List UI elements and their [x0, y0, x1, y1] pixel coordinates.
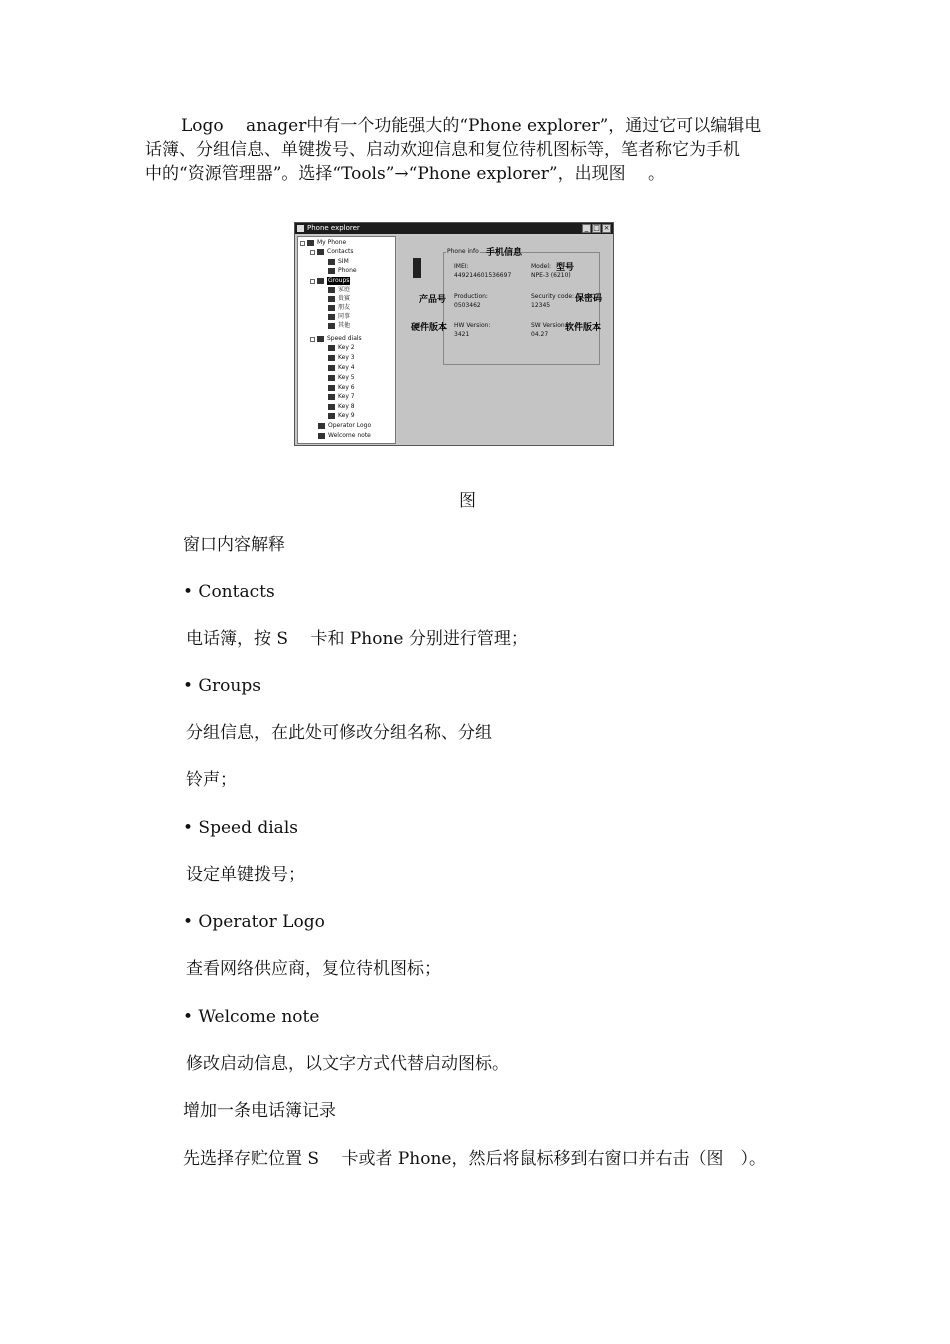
security-label: Security code: [531, 293, 575, 300]
groups-description: 分组信息，在此处可修改分组名称、分组 [186, 723, 492, 743]
key-icon [328, 355, 335, 361]
bullet-welcome-note: • Welcome note [183, 1007, 320, 1027]
contacts-icon [317, 249, 324, 255]
tree-item-key[interactable]: Key 7 [328, 393, 355, 401]
sw-label: SW Version: [531, 322, 567, 329]
collapse-icon[interactable] [310, 250, 315, 255]
operator-logo-description: 查看网络供应商，复位待机图标； [186, 959, 441, 979]
tree-item-key[interactable]: Key 6 [328, 384, 355, 392]
group-icon [328, 323, 335, 329]
intro-line-1: Logo anager中有一个功能强大的“Phone explorer”，通过它可以编辑电 [181, 116, 762, 136]
welcome-note-icon [318, 433, 325, 439]
security-value: 12345 [531, 302, 551, 309]
group-icon [328, 296, 335, 302]
tree-view[interactable] [297, 236, 396, 444]
key-icon [328, 413, 335, 419]
add-record-heading: 增加一条电话簿记录 [183, 1101, 336, 1121]
intro-line-2: 话簿、分组信息、单键拨号、启动欢迎信息和复位待机图标等，笔者称它为手机 [145, 140, 740, 160]
maximize-button[interactable]: □ [593, 224, 600, 232]
hw-label-cn: 硬件版本 [411, 323, 448, 333]
contacts-description: 电话簿，按 S 卡和 Phone 分别进行管理； [186, 629, 528, 649]
production-label: Production: [454, 293, 488, 300]
model-value: NPE-3 (6210) [531, 272, 571, 279]
intro-line-3: 中的“资源管理器”。选择“Tools”→“Phone explorer”，出现图 。 [145, 164, 665, 184]
tree-item-operator-logo[interactable]: Operator Logo [318, 422, 371, 430]
add-record-instruction: 先选择存贮位置 S 卡或者 Phone，然后将鼠标移到右窗口并右击（图 ）。 [183, 1149, 766, 1169]
model-label-cn: 型号 [556, 263, 575, 273]
tree-item-phone[interactable]: Phone [328, 267, 357, 275]
tree-item-speed-dials[interactable]: Speed dials [310, 335, 362, 343]
close-button[interactable]: × [603, 224, 610, 232]
tree-item-groups[interactable]: Groups [310, 277, 350, 285]
welcome-note-description: 修改启动信息，以文字方式代替启动图标。 [186, 1054, 509, 1074]
tree-item-key[interactable]: Key 5 [328, 374, 355, 382]
key-icon [328, 375, 335, 381]
group-icon [328, 305, 335, 311]
tree-item-group[interactable]: 贵賓 [328, 295, 350, 303]
sim-icon [328, 259, 335, 265]
phonebook-icon [328, 268, 335, 274]
model-label: Model: [531, 263, 552, 270]
group-icon [328, 287, 335, 293]
intro-paragraph [145, 114, 815, 186]
tree-item-key[interactable]: Key 9 [328, 412, 355, 420]
tree-item-key[interactable]: Key 3 [328, 354, 355, 362]
tree-item-key[interactable]: Key 4 [328, 364, 355, 372]
phone-icon [413, 258, 421, 278]
tree-item-contacts[interactable]: Contacts [310, 248, 353, 256]
collapse-icon[interactable] [300, 241, 305, 246]
imei-value: 449214601536697 [454, 272, 512, 279]
security-label-cn: 保密码 [575, 294, 603, 304]
bullet-contacts: • Contacts [183, 582, 275, 602]
bullet-groups: • Groups [183, 676, 261, 696]
speed-dial-icon [317, 336, 324, 342]
sw-value: 04.27 [531, 331, 549, 338]
tree-item-my-phone[interactable]: My Phone [300, 239, 346, 247]
group-label-cn: 手机信息 [486, 248, 523, 258]
groups-icon [317, 278, 324, 284]
tree-item-group[interactable]: 朋友 [328, 304, 350, 312]
tree-item-group[interactable]: 家庭 [328, 286, 350, 294]
key-icon [328, 345, 335, 351]
bullet-operator-logo: • Operator Logo [183, 912, 325, 932]
info-pane [398, 236, 610, 444]
hw-label: HW Version: [454, 322, 491, 329]
collapse-icon[interactable] [310, 337, 315, 342]
sw-label-cn: 软件版本 [565, 323, 602, 333]
window-titlebar [295, 223, 613, 234]
tree-item-key[interactable]: Key 2 [328, 344, 355, 352]
operator-logo-icon [318, 423, 325, 429]
tree-item-key[interactable]: Key 8 [328, 403, 355, 411]
key-icon [328, 385, 335, 391]
phone-icon [307, 240, 314, 246]
groups-description-cont: 铃声； [186, 770, 237, 790]
window-title: Phone explorer [307, 224, 360, 232]
production-label-cn: 产品号 [419, 295, 447, 305]
minimize-button[interactable]: _ [582, 224, 591, 233]
tree-item-group[interactable]: 同事 [328, 313, 350, 321]
tree-item-group[interactable]: 其他 [328, 322, 350, 330]
collapse-icon[interactable] [310, 279, 315, 284]
key-icon [328, 365, 335, 371]
bullet-speed-dials: • Speed dials [183, 818, 298, 838]
phone-explorer-screenshot [294, 222, 614, 446]
key-icon [328, 394, 335, 400]
tree-item-sim[interactable]: SIM [328, 258, 349, 266]
key-icon [328, 404, 335, 410]
figure-caption: 图 [459, 491, 476, 511]
group-label: Phone info [447, 248, 479, 255]
production-value: 0503462 [454, 302, 481, 309]
speed-dials-description: 设定单键拨号； [186, 865, 305, 885]
app-icon [297, 225, 304, 232]
hw-value: 3421 [454, 331, 470, 338]
section-heading: 窗口内容解释 [183, 535, 285, 555]
group-icon [328, 314, 335, 320]
tree-item-welcome-note[interactable]: Welcome note [318, 432, 371, 440]
imei-label: IMEI: [454, 263, 469, 270]
